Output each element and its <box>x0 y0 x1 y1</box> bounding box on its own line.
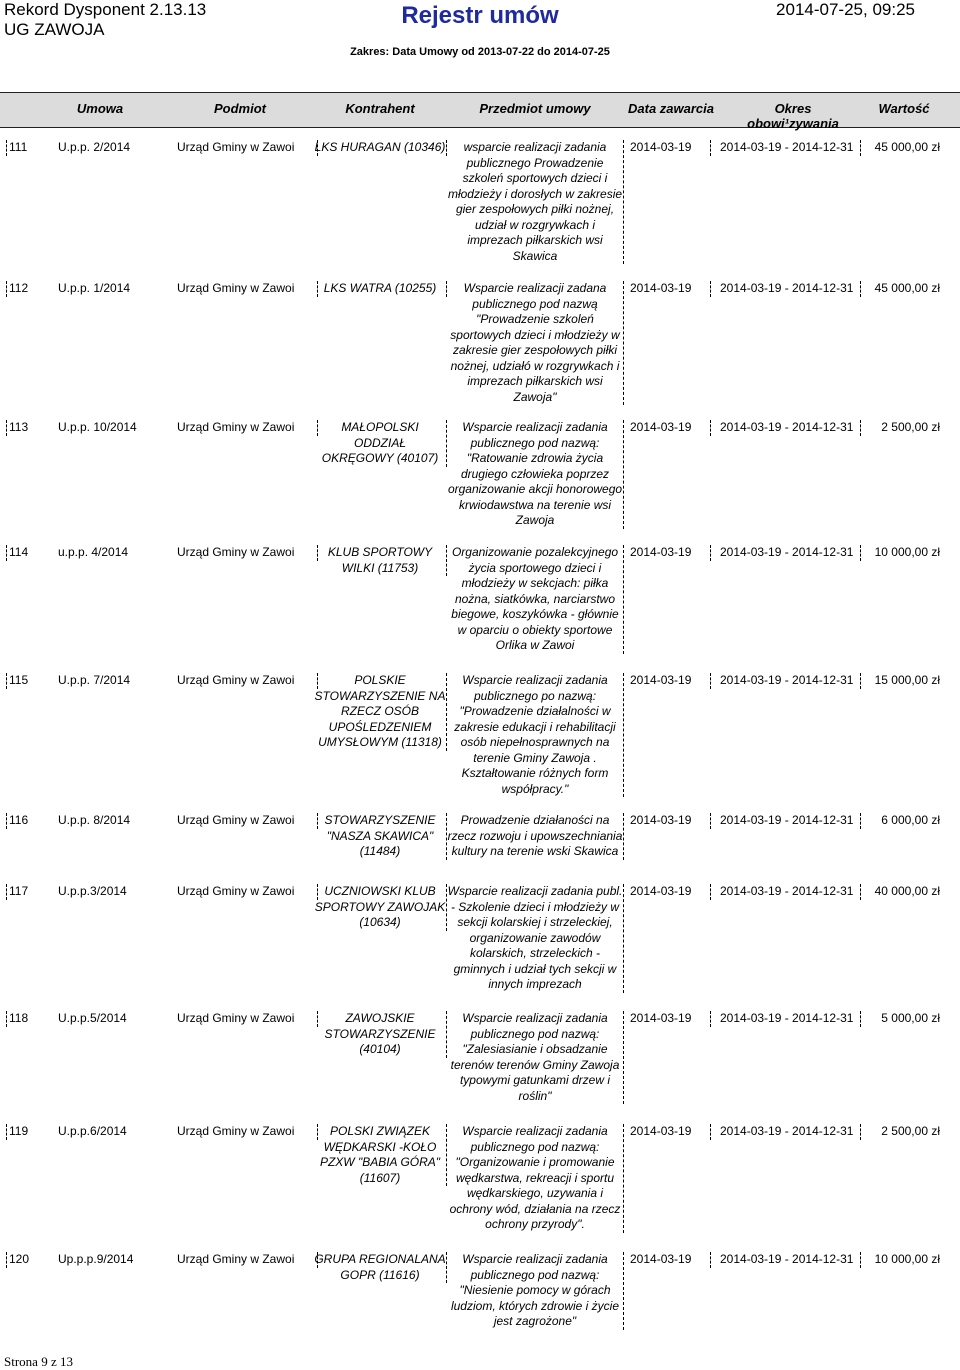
value: 15 000,00 zł <box>874 673 940 687</box>
contractor: POLSKI ZWIĄZEK WĘDKARSKI -KOŁO PZXW "BABIA GÓRA" (11607) <box>314 1124 447 1186</box>
row-number: 112 <box>6 281 39 297</box>
validity-period: 2014-03-19 - 2014-12-31 <box>720 884 861 900</box>
entity: Urząd Gminy w Zawoi <box>177 884 318 900</box>
validity-period: 2014-03-19 - 2014-12-31 <box>720 281 861 297</box>
contractor: LKS WATRA (10255) <box>314 281 447 297</box>
value: 10 000,00 zł <box>874 545 940 559</box>
contract-id: U.p.p.3/2014 <box>58 884 127 898</box>
subject: Wsparcie realizacji zadania publicznego po nazwą: "Prowadzenie działalności w zakresie edukacji i rehabilitacji osób niepełnosprawnych na terenie Gminy Zawoja . Kształtowanie różnych form współpracy." <box>447 673 624 797</box>
subject: wsparcie realizacji zadania publicznego Prowadzenie szkoleń sportowych dzieci i młodzieży i dorosłych w zakresie gier zespołowych piłki nożnej, udział w rozgrywkach i imprezach piłkarskich wsi Skawica <box>447 140 623 263</box>
entity: Urząd Gminy w Zawoi <box>177 1252 318 1268</box>
page-footer: Strona 9 z 13 <box>4 1354 73 1369</box>
entity: Urząd Gminy w Zawoi <box>177 420 318 436</box>
value: 2 500,00 zł <box>881 420 940 434</box>
contractor: MAŁOPOLSKI ODDZIAŁ OKRĘGOWY (40107) <box>314 420 447 467</box>
validity-period: 2014-03-19 - 2014-12-31 <box>720 673 861 689</box>
subject: Prowadzenie działaności na rzecz rozwoju i upowszechniania kultury na terenie wski Skawica <box>447 813 623 858</box>
entity: Urząd Gminy w Zawoi <box>177 1124 318 1140</box>
value: 40 000,00 zł <box>874 884 940 898</box>
date-range: Zakres: Data Umowy od 2013-07-22 do 2014-07-25 <box>350 46 610 58</box>
subject: Organizowanie pozalekcyjnego życia sportowego dzieci i młodzieży w sekcjach: piłka nożna, siatkówka, narciarstwo biegowe, koszykówka - głównie w oparciu o obiekty sportowe Orlika w Zawoi <box>447 545 624 654</box>
contract-id: U.p.p. 1/2014 <box>58 281 131 295</box>
subject: Wsparcie realizacji zadana publicznego pod nazwą "Prowadzenie szkoleń sportowych dzieci i młodzieży w zakresie gier zespołowych piłki nożnej, udziałó w rozgrywkach i imprezach piłkarskich wsi Zawoja" <box>447 281 624 405</box>
contractor: STOWARZYSZENIE "NASZA SKAWICA" (11484) <box>314 813 447 860</box>
contract-id: U.p.p. 2/2014 <box>58 140 131 154</box>
validity-period: 2014-03-19 - 2014-12-31 <box>720 1011 861 1027</box>
col-data: Data zawarcia <box>628 101 714 116</box>
value: 45 000,00 zł <box>874 281 940 295</box>
contractor: POLSKIE STOWARZYSZENIE NA RZECZ OSÓB UPOŚLEDZENIEM UMYSŁOWYM (11318) <box>314 673 446 749</box>
row-number: 117 <box>6 884 39 900</box>
col-wartosc: Wartość <box>878 101 930 116</box>
row-number: 115 <box>6 673 39 689</box>
validity-period: 2014-03-19 - 2014-12-31 <box>720 1252 861 1268</box>
contract-id: u.p.p. 4/2014 <box>58 545 129 559</box>
contract-id: U.p.p. 7/2014 <box>58 673 131 687</box>
entity: Urząd Gminy w Zawoi <box>177 140 318 156</box>
validity-period: 2014-03-19 - 2014-12-31 <box>720 420 861 436</box>
contractor: KLUB SPORTOWY WILKI (11753) <box>314 545 447 576</box>
row-number: 116 <box>6 813 39 829</box>
row-number: 118 <box>6 1011 39 1027</box>
date-signed: 2014-03-19 <box>630 813 711 829</box>
date-signed: 2014-03-19 <box>630 673 711 689</box>
col-okres: Okres obowi¹zywania <box>747 101 839 131</box>
date-signed: 2014-03-19 <box>630 1252 711 1268</box>
contractor: GRUPA REGIONALANA GOPR (11616) <box>314 1252 446 1282</box>
entity: Urząd Gminy w Zawoi <box>177 813 318 829</box>
row-number: 114 <box>6 545 39 561</box>
row-number: 119 <box>6 1124 39 1140</box>
date-signed: 2014-03-19 <box>630 281 711 297</box>
col-podmiot: Podmiot <box>214 101 266 116</box>
contract-id: U.p.p. 8/2014 <box>58 813 131 827</box>
subject: Wsparcie realizacji zadania publicznego pod nazwą: "Zalesiasianie i obsadzanie terenów terenów Gminy Zawoja typowymi gatunkami drzew i roślin" <box>447 1011 624 1104</box>
contract-id: U.p.p.6/2014 <box>58 1124 127 1138</box>
value: 6 000,00 zł <box>881 813 940 827</box>
contractor: ZAWOJSKIE STOWARZYSZENIE (40104) <box>314 1011 447 1058</box>
row-number: 113 <box>6 420 39 436</box>
app-name: Rekord Dysponent 2.13.13 <box>4 0 207 19</box>
subject: Wsparcie realizacji zadania publ. - Szkolenie dzieci i młodzieży w sekcji kolarskiej i strzeleckiej, organizowanie zawodów kolarskich, strzeleckich - gminnych i udział tych sekcji w innych imprezach <box>447 884 623 991</box>
value: 2 500,00 zł <box>881 1124 940 1138</box>
entity: Urząd Gminy w Zawoi <box>177 1011 318 1027</box>
date-signed: 2014-03-19 <box>630 545 711 561</box>
entity: Urząd Gminy w Zawoi <box>177 281 318 297</box>
row-number: 111 <box>6 140 39 156</box>
date-signed: 2014-03-19 <box>630 884 711 900</box>
col-kontrahent: Kontrahent <box>345 101 415 116</box>
validity-period: 2014-03-19 - 2014-12-31 <box>720 1124 861 1140</box>
date-signed: 2014-03-19 <box>630 1124 711 1140</box>
validity-period: 2014-03-19 - 2014-12-31 <box>720 140 861 156</box>
contractor: UCZNIOWSKI KLUB SPORTOWY ZAWOJAK (10634) <box>314 884 446 929</box>
contract-id: U.p.p. 10/2014 <box>58 420 137 434</box>
value: 5 000,00 zł <box>881 1011 940 1025</box>
entity: Urząd Gminy w Zawoi <box>177 673 318 689</box>
validity-period: 2014-03-19 - 2014-12-31 <box>720 813 861 829</box>
date-signed: 2014-03-19 <box>630 140 711 156</box>
col-przedmiot: Przedmiot umowy <box>479 101 591 116</box>
report-datetime: 2014-07-25, 09:25 <box>776 0 915 19</box>
col-umowa: Umowa <box>76 101 124 116</box>
contract-id: Up.p.p.9/2014 <box>58 1252 134 1266</box>
entity: Urząd Gminy w Zawoi <box>177 545 318 561</box>
unit-name: UG ZAWOJA <box>4 20 105 39</box>
report-title: Rejestr umów <box>401 2 559 29</box>
subject: Wsparcie realizacji zadania publicznego pod nazwą: "Niesienie pomocy w górach ludziom, których zdrowie i życie jest zagrożone" <box>447 1252 624 1330</box>
date-signed: 2014-03-19 <box>630 1011 711 1027</box>
date-signed: 2014-03-19 <box>630 420 711 436</box>
contract-id: U.p.p.5/2014 <box>58 1011 127 1025</box>
value: 10 000,00 zł <box>874 1252 940 1266</box>
row-number: 120 <box>6 1252 39 1268</box>
validity-period: 2014-03-19 - 2014-12-31 <box>720 545 861 561</box>
contractor: LKS HURAGAN (10346) <box>314 140 446 154</box>
value: 45 000,00 zł <box>874 140 940 154</box>
subject: Wsparcie realizacji zadania publicznego pod nazwą: "Ratowanie zdrowia życia drugiego człowieka poprzez organizowanie akcji honorowego krwiodawstwa na terenie wsi Zawoja <box>447 420 623 527</box>
report-header <box>0 0 960 131</box>
subject: Wsparcie realizacji zadania publicznego pod nazwą: "Organizowanie i promowanie wędkarstwa, rekreacji i sportu wędkarskiego, uzywania i ochrony wód, działania na rzecz ochrony przyrody". <box>447 1124 624 1233</box>
